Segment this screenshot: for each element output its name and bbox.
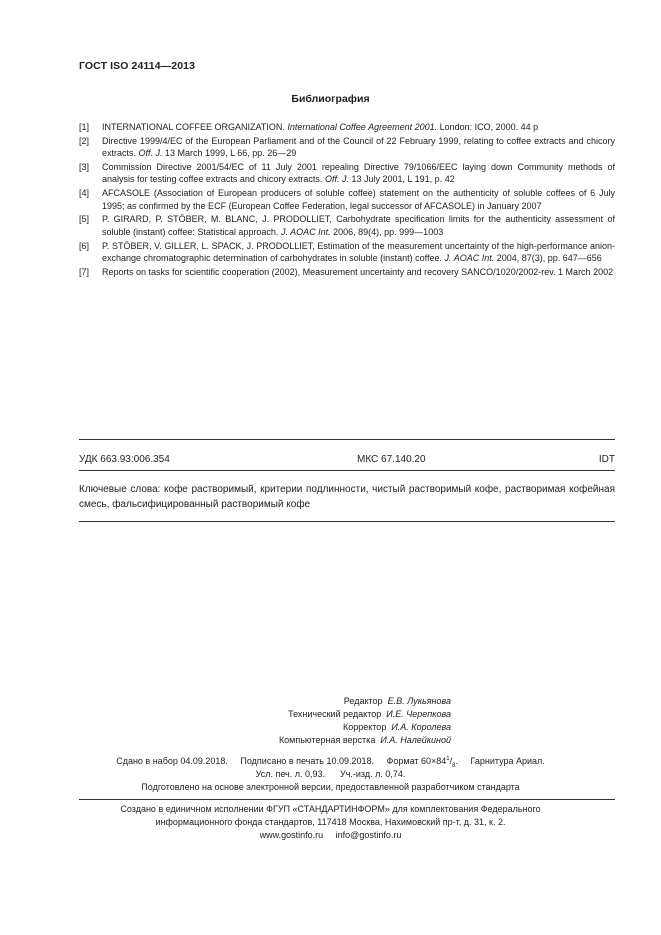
publication-line-3: Подготовлено на основе электронной версии, предоставленной разработчиком стандарта: [141, 782, 520, 792]
reference-item: [79, 135, 615, 160]
reference-number: [1]: [79, 122, 90, 132]
reference-text: P. GIRARD, P. STÖBER, M. BLANC, J. PRODOLLIET, Carbohydrate specification limits for the authenticity assessment of soluble (instant) coffee: Statistical approach. J. AOAC Int. 2006, 89(4), pp. 999—1003: [102, 214, 615, 237]
reference-item: [79, 187, 615, 212]
keywords: Ключевые слова: кофе растворимый, критерии подлинности, чистый растворимый кофе, растворимая кофейная смесь, фальсифицированный растворимый кофе: [79, 484, 615, 510]
publisher-footer: [0, 803, 661, 842]
divider-middle: [79, 470, 615, 471]
reference-number: [7]: [79, 266, 90, 277]
reference-item: [79, 121, 615, 133]
reference-number: [4]: [79, 188, 90, 199]
footer-line: информационного фонда стандартов, 117418 Москва, Нахимовский пр-т, д. 31, к. 2.: [155, 817, 506, 827]
idt-label: IDT: [598, 454, 615, 465]
reference-item: [79, 240, 615, 265]
reference-item: [79, 213, 615, 238]
udk-code: УДК 663.93:006.354: [79, 454, 170, 465]
reference-text: AFCASOLE (Association of European producers of soluble coffee) statement on the authenticity of soluble coffees of 6 July 1995; as confirmed by the ECF (European Coffee Federation, legal successor of AFCASOLE) in January 2007: [102, 188, 615, 211]
publication-line-1: Сдано в набор 04.09.2018. Подписано в печать 10.09.2018. Формат $60\times 84^1/_8$. Гарнитура Ариал.: [116, 756, 545, 769]
reference-number: [2]: [79, 135, 90, 146]
classification-row: [79, 454, 615, 465]
credit-line: Корректор И.А. Королева: [342, 722, 451, 732]
divider-footer: [79, 799, 615, 800]
reference-item: [79, 266, 615, 278]
reference-number: [3]: [79, 162, 90, 172]
reference-text: P. STÖBER, V. GILLER, L. SPACK, J. PRODOLLIET, Estimation of the measurement uncertainty of the high-performance anion-exchange chromatographic determination of carbohydrates in soluble (instant) coffee. J. AOAC Int. 2004, 87(3), pp. 647—656: [102, 240, 615, 264]
document-header: ГОСТ ISO 24114—2013: [79, 60, 196, 72]
credit-line: Редактор Е.В. Лукьянова: [343, 696, 451, 706]
reference-number: [5]: [79, 214, 90, 225]
reference-text: Directive 1999/4/EC of the European Parliament and of the Council of 22 February 1999, relating to coffee extracts and chicory extracts. Off. J. 13 March 1999, L 66, pp. 26—29: [102, 135, 615, 159]
reference-text: Commission Directive 2001/54/EC of 11 July 2001 repealing Directive 79/1066/EEC laying down Community methods of analysis for testing coffee extracts and chicory extracts. Off. J. 13 July 2001, L 191, p. 42: [102, 162, 615, 185]
footer-line: Создано в единичном исполнении ФГУП «СТАНДАРТИНФОРМ» для комплектования Федерального: [120, 804, 541, 814]
editorial-credits: [279, 695, 451, 747]
credit-line: Компьютерная верстка И.А. Налейкиной: [278, 735, 451, 745]
reference-number: [6]: [79, 240, 90, 251]
mks-code: МКС 67.140.20: [357, 454, 426, 465]
credit-line: Технический редактор И.Е. Черепкова: [288, 709, 451, 719]
reference-item: [79, 161, 615, 186]
divider-bottom: [79, 521, 615, 522]
bibliography-title: Библиография: [291, 93, 370, 105]
divider-top: [79, 439, 615, 440]
reference-text: INTERNATIONAL COFFEE ORGANIZATION. International Coffee Agreement 2001. London: ICO, 2000. 44 p: [102, 122, 539, 132]
publication-line-2: Усл. печ. л. 0,93. Уч.-изд. л. 0,74.: [255, 769, 406, 779]
footer-links: www.gostinfo.ru info@gostinfo.ru: [259, 830, 402, 840]
reference-text: Reports on tasks for scientific cooperation (2002), Measurement uncertainty and recovery SANCO/1020/2002-rev. 1 March 2002: [102, 266, 614, 277]
bibliography-list: [79, 121, 615, 280]
